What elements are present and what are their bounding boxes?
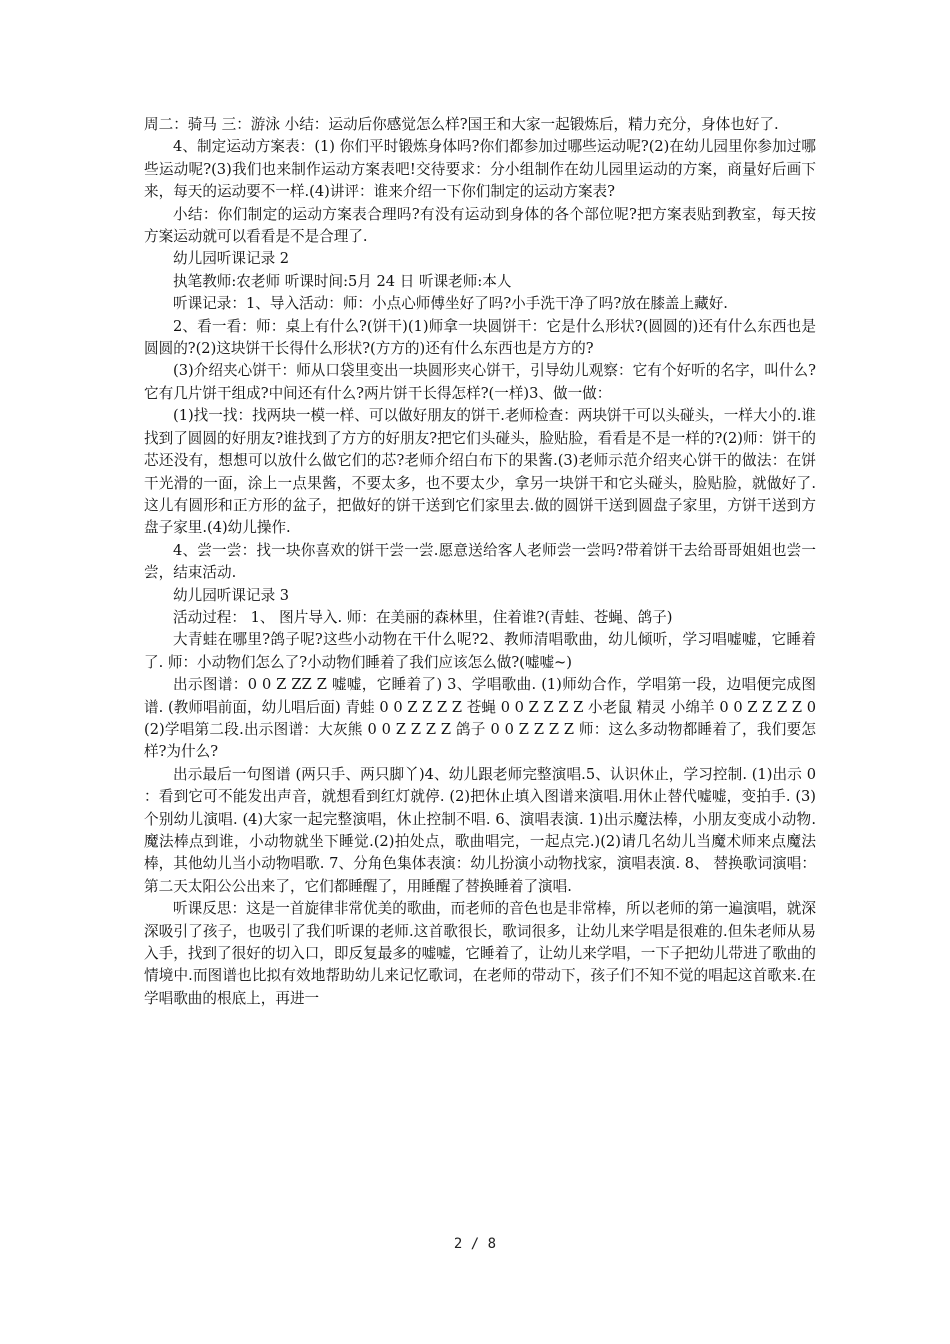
paragraph: 活动过程： 1、 图片导入. 师：在美丽的森林里，住着谁?(青蛙、苍蝇、鸽子) <box>173 608 673 626</box>
paragraph: 大青蛙在哪里?鸽子呢?这些小动物在干什么呢?2、教师清唱歌曲，幼儿倾听，学习唱嘘嘘，它睡着了. 师：小动物们怎么了?小动物们睡着了我们应该怎么做?(嘘嘘~) <box>144 631 816 671</box>
page-number: 2 / 8 <box>453 1236 497 1252</box>
paragraph: 幼儿园听课记录 3 <box>173 586 290 604</box>
paragraph: 周二：骑马 三：游泳 小结：运动后你感觉怎么样?国王和大家一起锻炼后，精力充分，身体也好了. <box>144 116 779 133</box>
paragraph: 4、尝一尝：找一块你喜欢的饼干尝一尝.愿意送给客人老师尝一尝吗?带着饼干去给哥哥姐姐也尝一尝，结束活动. <box>144 541 816 582</box>
paragraph: 出示最后一句图谱 (两只手、两只脚丫)4、幼儿跟老师完整演唱.5、认识休止，学习控制. (1)出示 0 ：看到它可不能发出声音，就想看到红灯就停. (2)把休止填入图谱来演唱.用休止替代嘘嘘，变拍手. (3)个别幼儿演唱. (4)大家一起完整演唱，休止控制不唱. 6、演唱表演. 1)出示魔法棒，小朋友变成小动物.魔法棒点到谁，小动物就坐下睡觉.(2)拍处点，歌曲唱完，一起点完.)(2)请几名幼儿当魔术师来点魔法棒，其他幼儿当小动物唱歌. 7、分角色集体表演：幼儿扮演小动物找家，演唱表演. 8、 替换歌词演唱：第二天太阳公公出来了，它们都睡醒了，用睡醒了替换睡着了演唱. <box>144 765 816 895</box>
paragraph: 听课反思：这是一首旋律非常优美的歌曲，而老师的音色也是非常棒，所以老师的第一遍演唱，就深深吸引了孩子，也吸引了我们听课的老师.这首歌很长，歌词很多，让幼儿来学唱是很难的.但朱老师从易入手，找到了很好的切入口，即反复最多的嘘嘘，它睡着了，让幼儿来学唱，一下子把幼儿带进了歌曲的情境中.而图谱也比拟有效地帮助幼儿来记忆歌词，在老师的带动下，孩子们不知不觉的唱起这首歌来.在学唱歌曲的根底上，再进一 <box>144 900 816 1007</box>
paragraph: 听课记录：1、导入活动：师：小点心师傅坐好了吗?小手洗干净了吗?放在膝盖上藏好. <box>173 295 728 313</box>
paragraph: 2、看一看：师：桌上有什么?(饼干)(1)师拿一块圆饼干：它是什么形状?(圆圆的)还有什么东西也是圆圆的?(2)这块饼干长得什么形状?(方方的)还有什么东西也是方方的? <box>144 317 816 358</box>
paragraph: 出示图谱：0 0 Z ZZ Z 嘘嘘，它睡着了) 3、学唱歌曲. (1)师幼合作，学唱第一段，边唱便完成图谱. (教师唱前面，幼儿唱后面) 青蛙 0 0 Z Z Z Z 苍蝇 0 0 Z Z Z Z 小老鼠 精灵 小绵羊 0 0 Z Z Z Z 0 (2)学唱第二段.出示图谱：大灰熊 0 0 Z Z Z Z 鸽子 0 0 Z Z Z Z 师：这么多动物都睡着了，我们要怎样?为什么? <box>144 676 816 761</box>
paragraph: (1)找一找：找两块一模一样、可以做好朋友的饼干.老师检查：两块饼干可以头碰头，一样大小的.谁找到了圆圆的好朋友?谁找到了方方的好朋友?把它们头碰头，脸贴脸，看看是不是一样的?(2)师：饼干的芯还没有，想想可以放什么做它们的芯?老师介绍白布下的果酱.(3)老师示范介绍夹心饼干的做法：在饼干光滑的一面，涂上一点果酱，不要太多，也不要太少，拿另一块饼干和它头碰头，脸贴脸，就做好了.这儿有圆形和正方形的盆子，把做好的饼干送到它们家里去.做的圆饼干送到圆盘子家里，方饼干送到方盘子家里.(4)幼儿操作. <box>144 407 816 537</box>
paragraph: 幼儿园听课记录 2 <box>173 250 290 268</box>
paragraph: 执笔教师:农老师 听课时间:5月 24 日 听课老师:本人 <box>173 272 512 290</box>
document-body <box>144 114 816 1010</box>
paragraph: (3)介绍夹心饼干：师从口袋里变出一块圆形夹心饼干，引导幼儿观察：它有个好听的名字，叫什么?它有几片饼干组成?中间还有什么?两片饼干长得怎样?(一样)3、做一做： <box>144 362 816 402</box>
paragraph: 4、制定运动方案表：(1) 你们平时锻炼身体吗?你们都参加过哪些运动呢?(2)在幼儿园里你参加过哪些运动呢?(3)我们也来制作运动方案表吧!交待要求：分小组制作在幼儿园里运动的方案，商量好后画下来，每天的运动要不一样.(4)讲评：谁来介绍一下你们制定的运动方案表? <box>144 138 816 201</box>
paragraph: 小结：你们制定的运动方案表合理吗?有没有运动到身体的各个部位呢?把方案表贴到教室，每天按方案运动就可以看看是不是合理了. <box>144 205 816 246</box>
